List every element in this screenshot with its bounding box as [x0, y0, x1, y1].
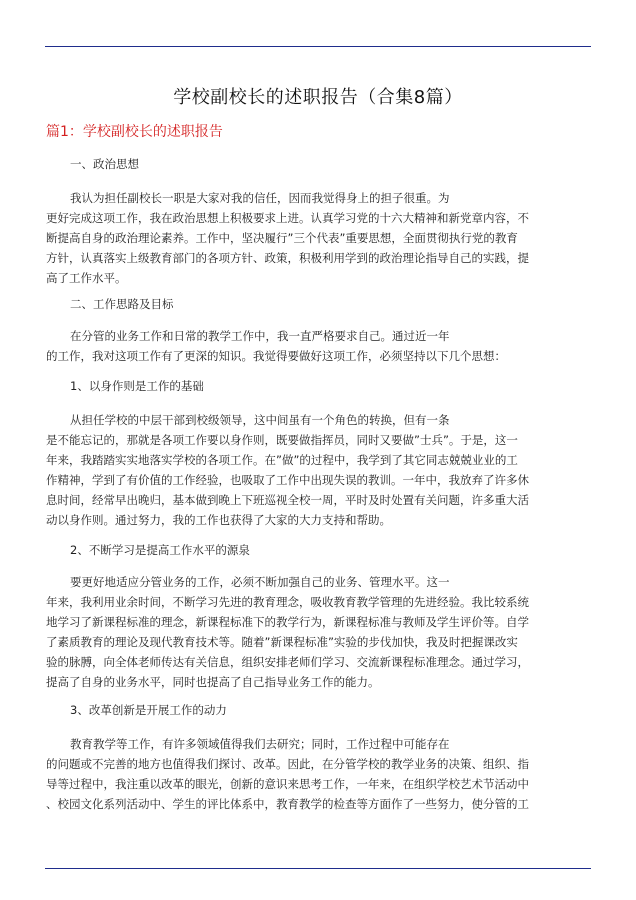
section-title: 篇1：学校副校长的述职报告 — [46, 124, 223, 140]
paragraph-line: 要更好地适应分管业务的工作，必须不断加强自己的业务、管理水平。这一 — [70, 575, 450, 589]
paragraph-line: 断提高自身的政治理论素养。工作中，坚决履行”三个代表”重要思想，全面贯彻执行党的教育 — [46, 231, 518, 245]
heading-lead-by-example: 1、以身作则是工作的基础 — [70, 379, 204, 393]
heading-reform-innovation: 3、改革创新是开展工作的动力 — [70, 703, 227, 717]
paragraph-line: 从担任学校的中层干部到校级领导，这中间虽有一个角色的转换，但有一条 — [70, 413, 450, 427]
paragraph-line: 我认为担任副校长一职是大家对我的信任，因而我觉得身上的担子很重。为 — [70, 191, 450, 205]
paragraph-line: 年来，我踏踏实实地落实学校的各项工作。在”做”的过程中，我学到了其它同志兢兢业业的工 — [46, 453, 518, 467]
header-rule — [45, 46, 591, 47]
paragraph-line: 更好完成这项工作，我在政治思想上积极要求上进。认真学习党的十六大精神和新党章内容，不 — [46, 211, 529, 225]
paragraph-line: 导等过程中，我注重以改革的眼光，创新的意识来思考工作，一年来，在组织学校艺术节活动中 — [46, 777, 529, 791]
paragraph-line: 的工作，我对这项工作有了更深的知识。我觉得要做好这项工作，必须坚持以下几个思想： — [46, 349, 506, 363]
heading-political: 一、政治思想 — [70, 157, 139, 171]
paragraph-line: 验的脉膊，向全体老师传达有关信息，组织安排老师们学习、交流新课程标准理念。通过学习， — [46, 655, 529, 669]
paragraph-line: 、校园文化系列活动中、学生的评比体系中，教育教学的检查等方面作了一些努力，使分管的工 — [46, 797, 529, 811]
paragraph-line: 提高了自身的业务水平，同时也提高了自己指导业务工作的能力。 — [46, 675, 380, 689]
paragraph-line: 作精神，学到了有价值的工作经验，也吸取了工作中出现失误的教训。一年中，我放弃了许多休 — [46, 473, 529, 487]
paragraph-line: 地学习了新课程标准的理念，新课程标准下的教学行为，新课程标准与教师及学生评价等。自学 — [46, 615, 529, 629]
paragraph-line: 是不能忘记的，那就是各项工作要以身作则，既要做指挥员，同时又要做”士兵”。于是，这一 — [46, 433, 518, 447]
heading-continuous-learning: 2、不断学习是提高工作水平的源泉 — [70, 543, 250, 557]
footer-rule — [45, 868, 591, 869]
paragraph-line: 年来，我利用业余时间，不断学习先进的教育理念，吸收教育教学管理的先进经验。我比较系统 — [46, 595, 529, 609]
heading-ideas-goals: 二、工作思路及目标 — [70, 297, 174, 311]
paragraph-line: 的问题或不完善的地方也值得我们探讨、改革。因此，在分管学校的教学业务的决策、组织、指 — [46, 757, 529, 771]
paragraph-line: 教育教学等工作，有许多领域值得我们去研究；同时，工作过程中可能存在 — [70, 737, 450, 751]
paragraph-line: 高了工作水平。 — [46, 271, 127, 285]
page-title: 学校副校长的述职报告（合集8篇） — [173, 87, 463, 108]
paragraph-line: 在分管的业务工作和日常的教学工作中，我一直严格要求自己。通过近一年 — [70, 329, 450, 343]
paragraph-line: 动以身作则。通过努力，我的工作也获得了大家的大力支持和帮助。 — [46, 513, 391, 527]
paragraph-line: 息时间，经常早出晚归，基本做到晚上下班巡视全校一周，平时及时处置有关问题，许多重大活 — [46, 493, 529, 507]
paragraph-line: 方针，认真落实上级教育部门的各项方针、政策，积极利用学到的政治理论指导自己的实践，提 — [46, 251, 529, 265]
paragraph-line: 了素质教育的理论及现代教育技术等。随着”新课程标准”实验的步伐加快，我及时把握课改实 — [46, 635, 518, 649]
